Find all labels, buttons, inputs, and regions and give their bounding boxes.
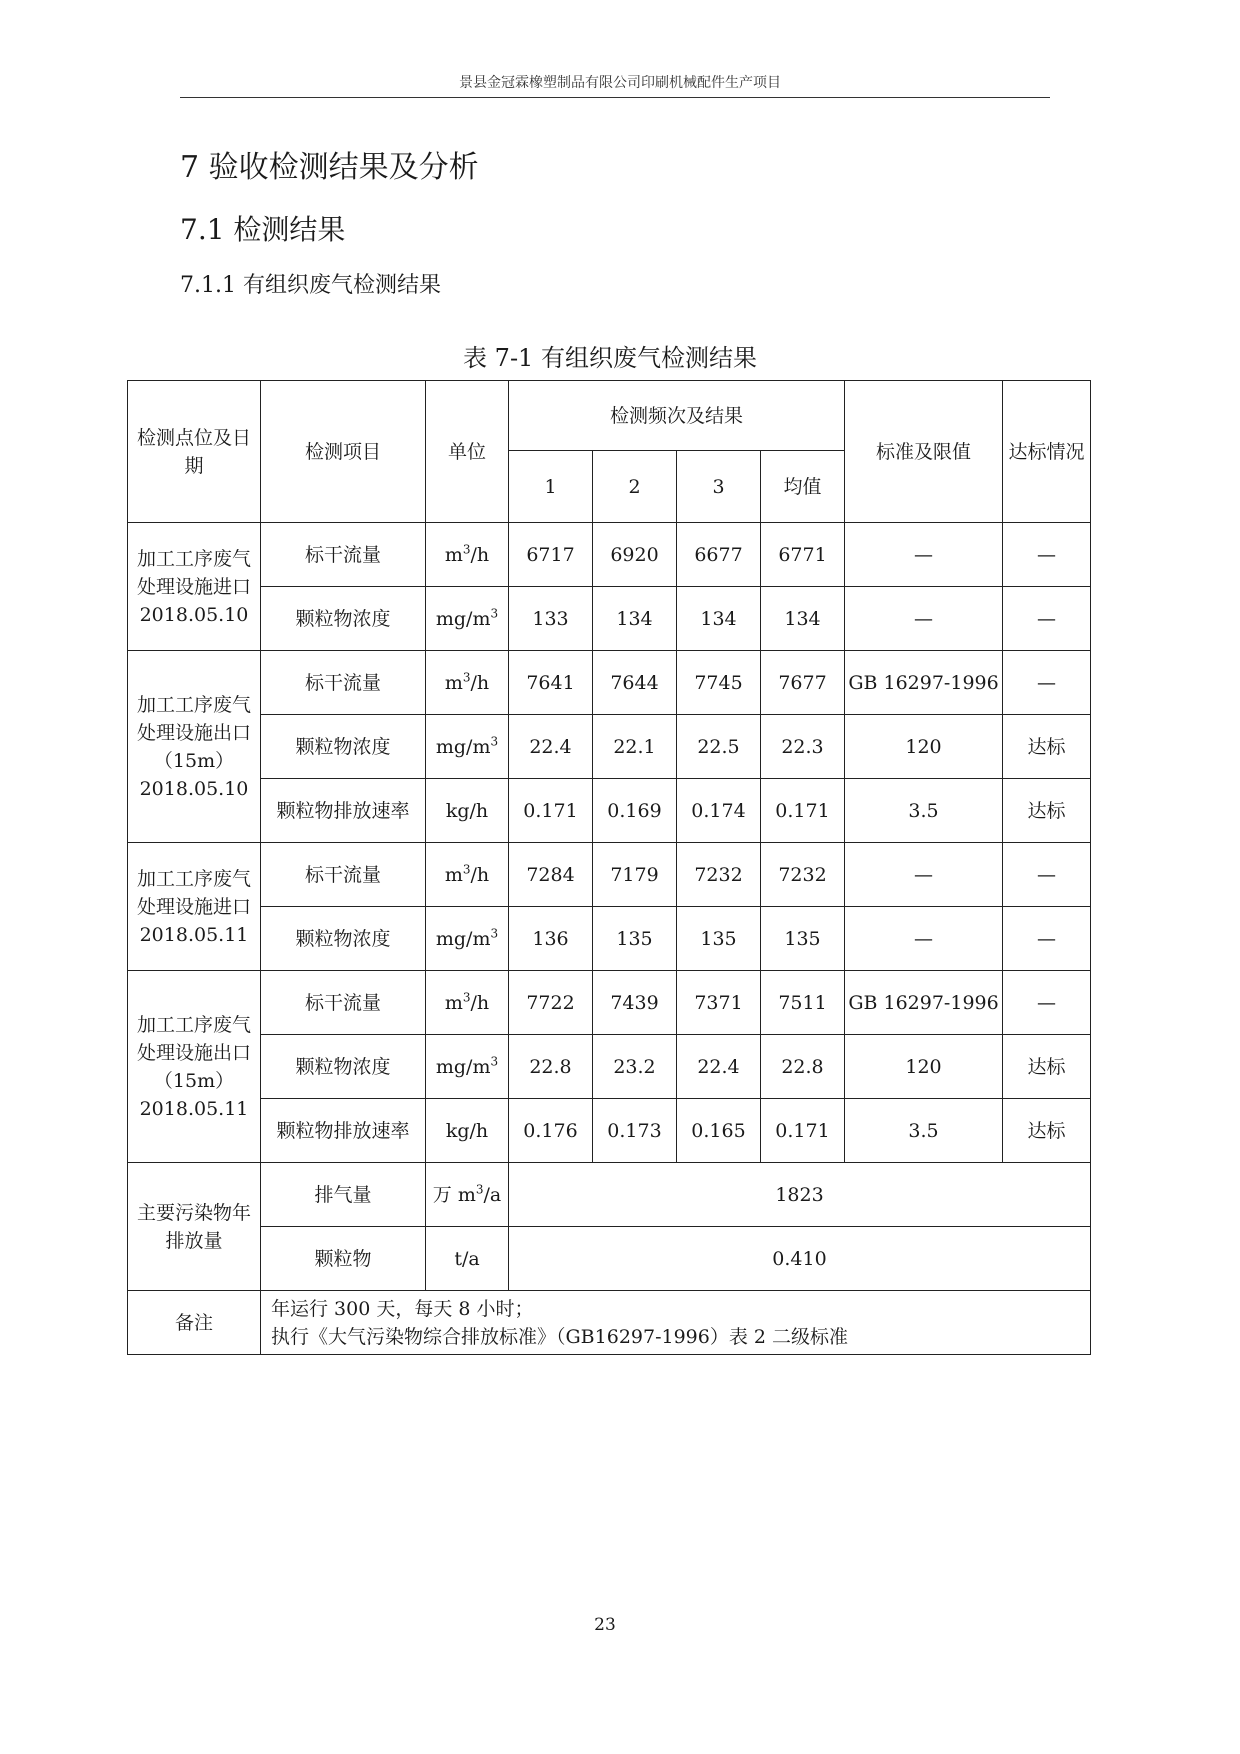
item-cell: 标干流量 [261,523,426,587]
run-2-cell: 7644 [593,651,677,715]
run-3-cell: 22.4 [677,1035,761,1099]
compliance-cell: — [1003,843,1091,907]
header-unit: 单位 [426,381,509,523]
table-row [128,971,1091,1035]
run-2-cell: 22.1 [593,715,677,779]
superscript-three: 3 [462,862,471,877]
standard-cell: 3.5 [845,1099,1003,1163]
run-2-cell: 0.173 [593,1099,677,1163]
header-standard: 标准及限值 [845,381,1003,523]
header-site: 检测点位及日期 [128,381,261,523]
run-3-cell: 7371 [677,971,761,1035]
run-2-cell: 7179 [593,843,677,907]
run-1-cell: 6717 [509,523,593,587]
compliance-cell: — [1003,907,1091,971]
superscript-three: 3 [462,990,471,1005]
item-cell: 标干流量 [261,651,426,715]
average-cell: 0.171 [761,1099,845,1163]
standard-cell: — [845,843,1003,907]
superscript-three: 3 [462,542,471,557]
note-line-2: 执行《大气污染物综合排放标准》（GB16297-1996）表 2 二级标准 [271,1325,849,1348]
run-1-cell: 7641 [509,651,593,715]
average-cell: 135 [761,907,845,971]
standard-cell: — [845,523,1003,587]
run-2-cell: 134 [593,587,677,651]
note-content [261,1291,1091,1355]
standard-cell: — [845,587,1003,651]
annual-emission-row [128,1227,1091,1291]
standard-cell: GB 16297-1996 [845,651,1003,715]
run-1-cell: 22.8 [509,1035,593,1099]
unit-cell: kg/h [426,779,509,843]
site-date-cell: 加工工序废气处理设施出口（15m）2018.05.10 [128,651,261,843]
superscript-three: 3 [462,670,471,685]
unit-cell: $m^3/h$ [426,971,509,1035]
run-2-cell: 7439 [593,971,677,1035]
table-row [128,715,1091,779]
run-3-cell: 134 [677,587,761,651]
superscript-three: 3 [475,1182,484,1197]
run-3-cell: 6677 [677,523,761,587]
table-row [128,587,1091,651]
run-2-cell: 6920 [593,523,677,587]
standard-cell: 120 [845,715,1003,779]
run-3-cell: 22.5 [677,715,761,779]
unit-cell: $mg/m^3$ [426,715,509,779]
average-cell: 7511 [761,971,845,1035]
unit-cell: $mg/m^3$ [426,1035,509,1099]
emission-results-table [127,380,1091,1355]
unit-cell: kg/h [426,1099,509,1163]
run-1-cell: 7284 [509,843,593,907]
site-date-cell: 加工工序废气处理设施进口2018.05.11 [128,843,261,971]
standard-cell: 120 [845,1035,1003,1099]
section-heading: 7.1 检测结果 [180,213,346,246]
header-run-1: 1 [509,451,593,523]
superscript-three: 3 [490,606,499,621]
item-cell: 颗粒物浓度 [261,587,426,651]
run-1-cell: 136 [509,907,593,971]
item-cell: 标干流量 [261,971,426,1035]
run-1-cell: 7722 [509,971,593,1035]
header-compliance: 达标情况 [1003,381,1091,523]
unit-cell: $mg/m^3$ [426,907,509,971]
average-cell: 0.171 [761,779,845,843]
header-run-2: 2 [593,451,677,523]
subsection-heading: 7.1.1 有组织废气检测结果 [180,273,441,298]
run-2-cell: 0.169 [593,779,677,843]
site-date-cell: 加工工序废气处理设施出口（15m）2018.05.11 [128,971,261,1163]
standard-cell: 3.5 [845,779,1003,843]
average-cell: 22.8 [761,1035,845,1099]
compliance-cell: — [1003,587,1091,651]
annual-emission-label: 主要污染物年排放量 [128,1163,261,1291]
average-cell: 22.3 [761,715,845,779]
run-1-cell: 0.176 [509,1099,593,1163]
run-1-cell: 0.171 [509,779,593,843]
compliance-cell: 达标 [1003,1099,1091,1163]
table-row [128,651,1091,715]
run-3-cell: 135 [677,907,761,971]
average-cell: 6771 [761,523,845,587]
note-line-1: 年运行 300 天，每天 8 小时； [271,1297,534,1320]
superscript-three: 3 [490,734,499,749]
item-cell: 颗粒物浓度 [261,1035,426,1099]
table-row [128,843,1091,907]
item-cell: 颗粒物浓度 [261,715,426,779]
page-number: 23 [594,1615,616,1635]
item-cell: 标干流量 [261,843,426,907]
run-3-cell: 7745 [677,651,761,715]
item-cell: 颗粒物 [261,1227,426,1291]
superscript-three: 3 [490,1054,499,1069]
annual-emission-row [128,1163,1091,1227]
compliance-cell: 达标 [1003,715,1091,779]
unit-cell: 万 $m^3/a$ [426,1163,509,1227]
compliance-cell: — [1003,523,1091,587]
compliance-cell: — [1003,971,1091,1035]
run-2-cell: 23.2 [593,1035,677,1099]
item-cell: 排气量 [261,1163,426,1227]
run-3-cell: 7232 [677,843,761,907]
run-2-cell: 135 [593,907,677,971]
average-cell: 134 [761,587,845,651]
unit-cell: $mg/m^3$ [426,587,509,651]
unit-cell: $m^3/h$ [426,523,509,587]
standard-cell: — [845,907,1003,971]
chapter-heading: 7 验收检测结果及分析 [180,150,479,185]
compliance-cell: 达标 [1003,1035,1091,1099]
note-label: 备注 [128,1291,261,1355]
run-3-cell: 0.174 [677,779,761,843]
run-3-cell: 0.165 [677,1099,761,1163]
site-date-cell: 加工工序废气处理设施进口2018.05.10 [128,523,261,651]
unit-cell: $m^3/h$ [426,651,509,715]
table-row [128,1035,1091,1099]
table-row [128,779,1091,843]
header-run-3: 3 [677,451,761,523]
item-cell: 颗粒物排放速率 [261,779,426,843]
table-row [128,523,1091,587]
compliance-cell: — [1003,651,1091,715]
superscript-three: 3 [490,926,499,941]
note-row [128,1291,1091,1355]
header-item: 检测项目 [261,381,426,523]
run-1-cell: 133 [509,587,593,651]
standard-cell: GB 16297-1996 [845,971,1003,1035]
table-row [128,907,1091,971]
table-row [128,1099,1091,1163]
header-rule [180,97,1050,98]
item-cell: 颗粒物浓度 [261,907,426,971]
table-caption: 表 7-1 有组织废气检测结果 [463,344,757,372]
unit-cell: t/a [426,1227,509,1291]
run-1-cell: 22.4 [509,715,593,779]
unit-cell: $m^3/h$ [426,843,509,907]
running-header: 景县金冠霖橡塑制品有限公司印刷机械配件生产项目 [459,75,781,91]
annual-value-cell: 0.410 [509,1227,1091,1291]
compliance-cell: 达标 [1003,779,1091,843]
item-cell: 颗粒物排放速率 [261,1099,426,1163]
header-frequency: 检测频次及结果 [509,381,845,451]
average-cell: 7232 [761,843,845,907]
header-average: 均值 [761,451,845,523]
average-cell: 7677 [761,651,845,715]
annual-value-cell: 1823 [509,1163,1091,1227]
